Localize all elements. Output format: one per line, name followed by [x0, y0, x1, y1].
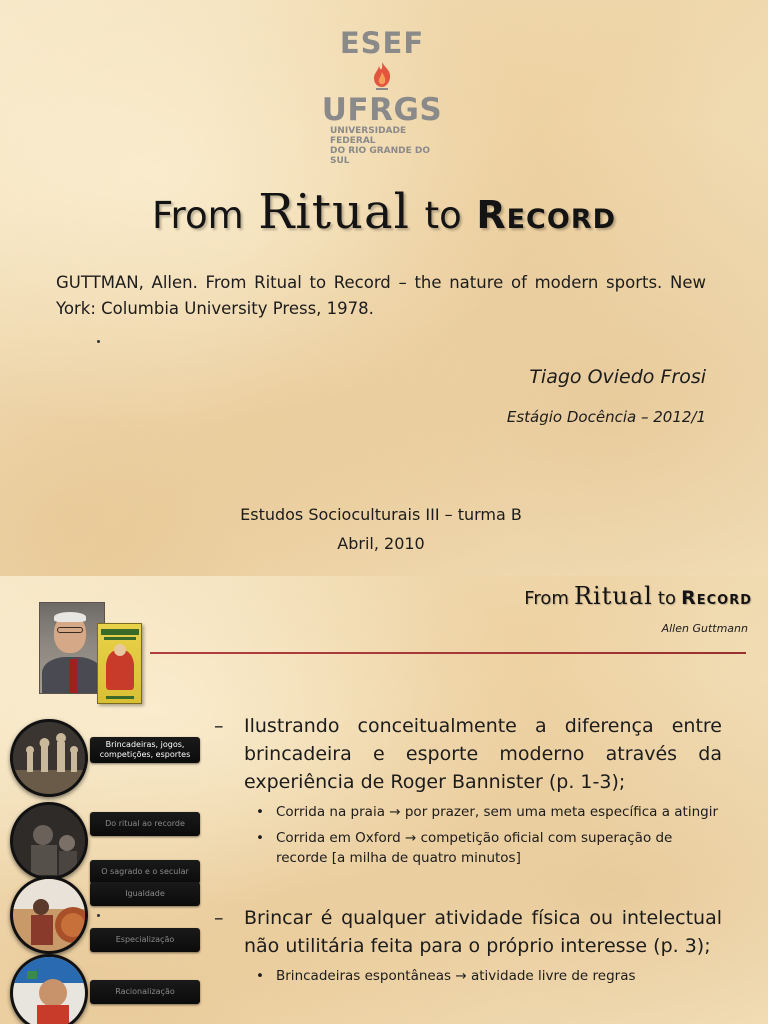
title-word-to: to — [424, 194, 462, 237]
nav-label: Racionalização — [90, 980, 200, 1004]
slide-title — [0, 184, 768, 240]
bullet-level2: • Brincadeiras espontâneas → atividade livre de regras — [214, 966, 722, 986]
course-date: Abril, 2010 — [337, 534, 425, 553]
chess-image — [10, 719, 88, 797]
nav-label: Brincadeiras, jogos, competições, esportes — [90, 737, 200, 763]
sub-bullet-text: Brincadeiras espontâneas → atividade livre de regras — [276, 968, 636, 984]
header-word-from: From — [524, 588, 569, 609]
content-slide — [0, 576, 768, 1024]
bibliographic-reference: GUTTMAN, Allen. From Ritual to Record – the nature of modern sports. New York: Columbia University Press, 1978. — [56, 273, 706, 318]
logo-ufrgs-text: UFRGS — [321, 92, 443, 128]
igualdade-image — [10, 876, 88, 954]
header-word-record: Record — [681, 587, 752, 609]
title-word-record: Record — [476, 193, 617, 237]
logo-university-line2: DO RIO GRANDE DO SUL — [330, 146, 431, 166]
stray-dot — [97, 914, 100, 917]
flame-icon — [367, 60, 397, 94]
book-cover-image — [97, 623, 142, 704]
author-name: Tiago Oviedo Frosi — [529, 366, 706, 388]
bullet-level2: • Corrida na praia → por prazer, sem uma meta específica a atingir — [214, 802, 722, 822]
bullet-text: Ilustrando conceitualmente a diferença entre brincadeira e esporte moderno através da experiência de Roger Bannister (p. 1-3); — [244, 715, 722, 793]
ritual-image — [10, 802, 88, 880]
logo-university-line1: UNIVERSIDADE FEDERAL — [330, 126, 407, 146]
bullet-text: Brincar é qualquer atividade física ou intelectual não utilitária feita para o próprio interesse (p. 3); — [244, 907, 722, 957]
nav-label: Especialização — [90, 928, 200, 952]
bullet-level1: – Ilustrando conceitualmente a diferença entre brincadeira e esporte moderno através da experiência de Roger Bannister (p. 1-3); — [214, 712, 722, 796]
header-divider — [150, 652, 746, 654]
title-word-ritual: Ritual — [258, 184, 410, 240]
author-photo — [39, 602, 105, 694]
slide-header-title — [524, 582, 752, 610]
title-word-from: From — [151, 194, 244, 237]
stray-dot — [97, 340, 100, 343]
bullet-level1: – Brincar é qualquer atividade física ou intelectual não utilitária feita para o próprio interesse (p. 3); — [214, 904, 722, 960]
header-word-to: to — [657, 588, 676, 609]
sub-bullet-text: Corrida na praia → por prazer, sem uma meta específica a atingir — [276, 804, 718, 820]
header-author: Allen Guttmann — [661, 622, 748, 635]
course-info — [0, 500, 762, 558]
esef-ufrgs-logo — [320, 26, 444, 166]
course-name: Estudos Socioculturais III – turma B — [240, 505, 522, 524]
nav-label: O sagrado e o secular — [90, 860, 200, 884]
nav-label: Do ritual ao recorde — [90, 812, 200, 836]
sub-bullet-text: Corrida em Oxford → competição oficial com superação de recorde [a milha de quatro minutos] — [276, 830, 673, 866]
nav-label: Igualdade — [90, 882, 200, 906]
logo-esef-text: ESEF — [339, 26, 425, 60]
stage-text: Estágio Docência – 2012/1 — [506, 408, 706, 426]
racionalizacao-image — [10, 954, 88, 1024]
header-word-ritual: Ritual — [573, 582, 653, 610]
content-bullets — [214, 712, 722, 992]
bullet-level2: • Corrida em Oxford → competição oficial com superação de recorde [a milha de quatro minutos] — [214, 828, 722, 868]
